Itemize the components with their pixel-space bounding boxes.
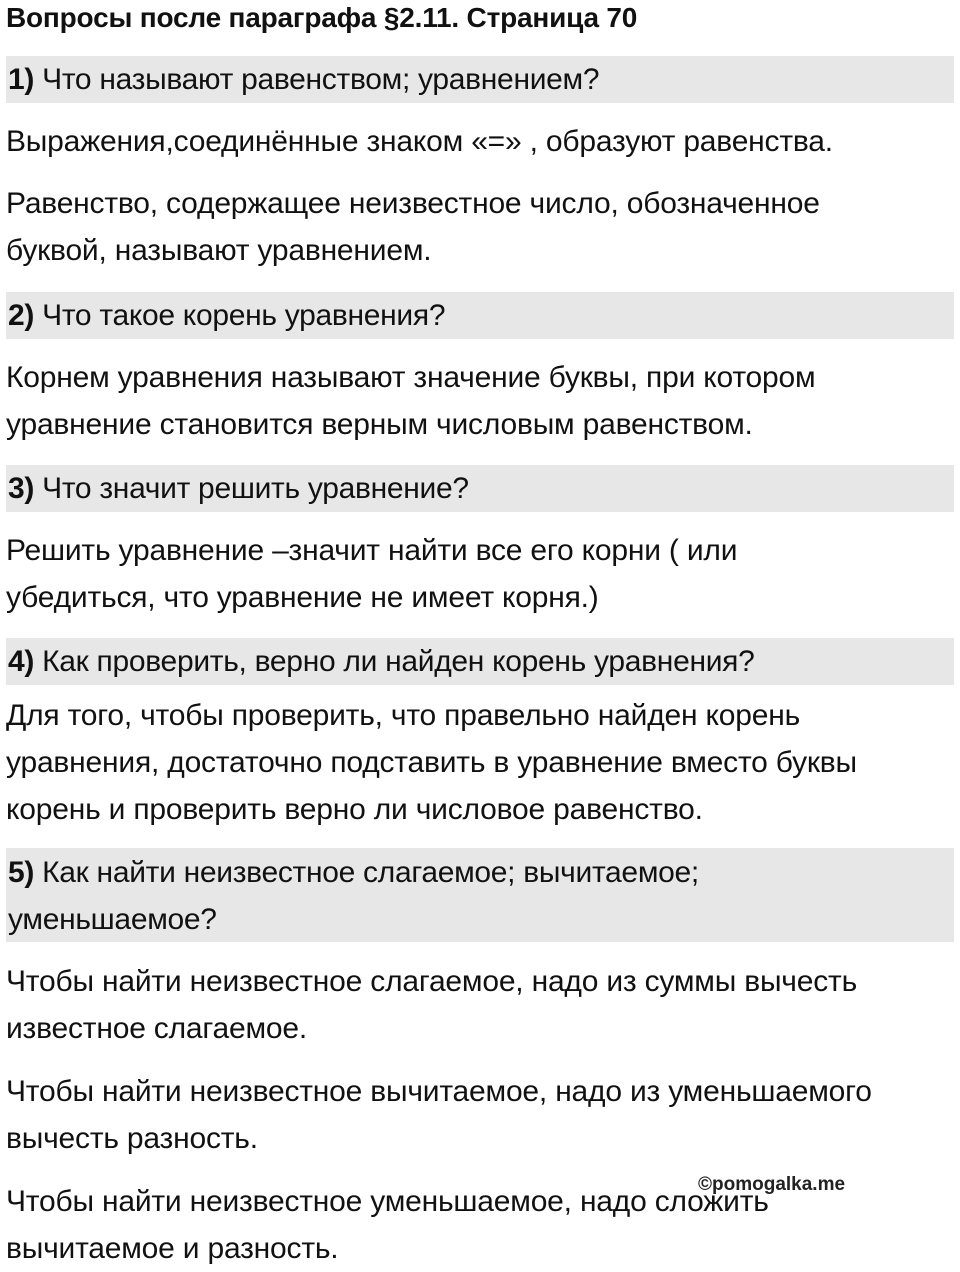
watermark-text: ©pomogalka.me (698, 1174, 846, 1195)
question-2-bar (6, 292, 954, 339)
answer-paragraph: Равенство, содержащее неизвестное число, обозначенное буквой, называют уравнением. (6, 187, 820, 267)
question-text: Как найти неизвестное слагаемое; вычитаемое; уменьшаемое? (8, 856, 699, 936)
question-number: 4) (8, 645, 35, 678)
question-text: Что значит решить уравнение? (42, 472, 469, 505)
question-1-bar (6, 56, 954, 103)
answer-paragraph: Выражения,соединённые знаком «=» , образуют равенства. (6, 125, 833, 158)
question-number: 5) (8, 856, 35, 889)
question-text: Что такое корень уравнения? (42, 299, 446, 332)
page-title: Вопросы после параграфа §2.11. Страница 70 (6, 2, 638, 33)
answer-paragraph: Чтобы найти неизвестное слагаемое, надо из суммы вычесть известное слагаемое. (6, 965, 857, 1045)
answer-paragraph: Корнем уравнения называют значение буквы, при котором уравнение становится верным числовым равенством. (6, 361, 816, 441)
answer-paragraph: Чтобы найти неизвестное вычитаемое, надо из уменьшаемого вычесть разность. (6, 1075, 872, 1155)
answer-paragraph: Для того, чтобы проверить, что правельно найден корень уравнения, достаточно подставить в уравнение вместо буквы корень и проверить верно ли числовое равенство. (6, 699, 857, 826)
question-3-bar (6, 465, 954, 512)
question-text: Как проверить, верно ли найден корень уравнения? (42, 645, 755, 678)
answer-paragraph: Решить уравнение –значит найти все его корни ( или убедиться, что уравнение не имеет корня.) (6, 534, 738, 614)
question-4-bar (6, 638, 954, 685)
question-number: 2) (8, 299, 35, 332)
question-5-bar (6, 848, 954, 942)
question-number: 3) (8, 472, 35, 505)
answer-paragraph: Чтобы найти неизвестное уменьшаемое, надо сложить вычитаемое и разность. (6, 1185, 769, 1265)
question-number: 1) (8, 63, 35, 96)
question-text: Что называют равенством; уравнением? (42, 63, 600, 96)
